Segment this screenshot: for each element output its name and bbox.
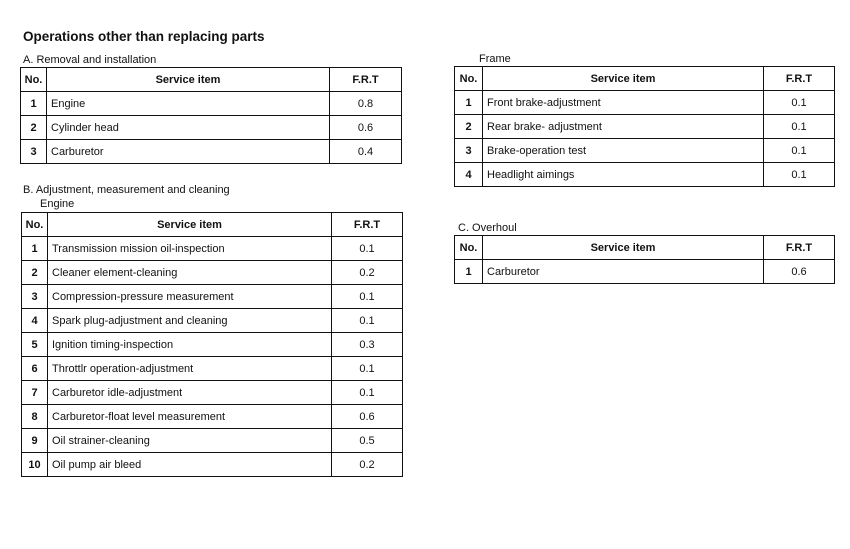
row-number-cell: 3 [22, 285, 48, 309]
table-row [455, 91, 835, 115]
row-number-cell: 2 [22, 261, 48, 285]
service-item-cell: Cleaner element-cleaning [48, 261, 332, 285]
column-header-no: No. [22, 213, 48, 237]
column-header-service-item: Service item [48, 213, 332, 237]
frt-value-cell: 0.1 [332, 309, 403, 333]
service-item-cell: Transmission mission oil-inspection [48, 237, 332, 261]
section-a-heading: A. Removal and installation [23, 54, 157, 66]
table-header-row [455, 67, 835, 91]
table-row [21, 116, 402, 140]
service-item-cell: Brake-operation test [483, 139, 764, 163]
overhaul-table [454, 235, 835, 284]
frt-value-cell: 0.1 [332, 285, 403, 309]
service-item-cell: Cylinder head [47, 116, 330, 140]
frt-value-cell: 0.1 [764, 91, 835, 115]
frt-value-cell: 0.1 [332, 357, 403, 381]
frt-value-cell: 0.3 [332, 333, 403, 357]
column-header-no: No. [455, 236, 483, 260]
table-row [455, 163, 835, 187]
service-item-cell: Throttlr operation-adjustment [48, 357, 332, 381]
row-number-cell: 9 [22, 429, 48, 453]
table-row [21, 140, 402, 164]
frt-value-cell: 0.1 [332, 381, 403, 405]
row-number-cell: 1 [22, 237, 48, 261]
frt-value-cell: 0.2 [332, 261, 403, 285]
table-row [22, 453, 403, 477]
column-header-service-item: Service item [483, 67, 764, 91]
column-header-frt: F.R.T [764, 67, 835, 91]
row-number-cell: 6 [22, 357, 48, 381]
frt-value-cell: 0.4 [330, 140, 402, 164]
table-row [22, 405, 403, 429]
section-c-heading: C. Overhoul [458, 222, 517, 234]
removal-installation-table [20, 67, 402, 164]
frt-value-cell: 0.1 [764, 163, 835, 187]
service-item-cell: Engine [47, 92, 330, 116]
frame-table [454, 66, 835, 187]
frt-value-cell: 0.1 [764, 139, 835, 163]
table-header-row [22, 213, 403, 237]
row-number-cell: 4 [22, 309, 48, 333]
row-number-cell: 2 [21, 116, 47, 140]
column-header-service-item: Service item [483, 236, 764, 260]
frt-value-cell: 0.1 [764, 115, 835, 139]
service-item-cell: Spark plug-adjustment and cleaning [48, 309, 332, 333]
frt-value-cell: 0.2 [332, 453, 403, 477]
row-number-cell: 5 [22, 333, 48, 357]
service-item-cell: Oil strainer-cleaning [48, 429, 332, 453]
service-item-cell: Carburetor idle-adjustment [48, 381, 332, 405]
service-item-cell: Oil pump air bleed [48, 453, 332, 477]
service-item-cell: Front brake-adjustment [483, 91, 764, 115]
service-item-cell: Carburetor [483, 260, 764, 284]
table-row [22, 285, 403, 309]
frt-value-cell: 0.6 [330, 116, 402, 140]
column-header-no: No. [455, 67, 483, 91]
frt-value-cell: 0.5 [332, 429, 403, 453]
adjustment-measurement-table [21, 212, 403, 477]
table-row [22, 333, 403, 357]
table-row [22, 381, 403, 405]
row-number-cell: 2 [455, 115, 483, 139]
table-row [455, 115, 835, 139]
column-header-service-item: Service item [47, 68, 330, 92]
service-item-cell: Ignition timing-inspection [48, 333, 332, 357]
row-number-cell: 1 [455, 260, 483, 284]
table-row [22, 357, 403, 381]
table-row [22, 261, 403, 285]
row-number-cell: 1 [21, 92, 47, 116]
frame-heading: Frame [479, 53, 511, 65]
table-header-row [455, 236, 835, 260]
frt-value-cell: 0.6 [764, 260, 835, 284]
table-row [21, 92, 402, 116]
section-b-heading: B. Adjustment, measurement and cleaning [23, 184, 230, 196]
column-header-no: No. [21, 68, 47, 92]
section-b-subheading: Engine [40, 198, 75, 210]
table-row [455, 260, 835, 284]
frt-value-cell: 0.1 [332, 237, 403, 261]
row-number-cell: 10 [22, 453, 48, 477]
column-header-frt: F.R.T [330, 68, 402, 92]
row-number-cell: 3 [455, 139, 483, 163]
row-number-cell: 8 [22, 405, 48, 429]
service-item-cell: Carburetor-float level measurement [48, 405, 332, 429]
row-number-cell: 3 [21, 140, 47, 164]
column-header-frt: F.R.T [764, 236, 835, 260]
row-number-cell: 1 [455, 91, 483, 115]
service-item-cell: Compression-pressure measurement [48, 285, 332, 309]
row-number-cell: 7 [22, 381, 48, 405]
page-title: Operations other than replacing parts [23, 29, 265, 44]
table-header-row [21, 68, 402, 92]
table-row [22, 429, 403, 453]
frt-value-cell: 0.8 [330, 92, 402, 116]
service-item-cell: Headlight aimings [483, 163, 764, 187]
service-item-cell: Carburetor [47, 140, 330, 164]
row-number-cell: 4 [455, 163, 483, 187]
table-row [22, 309, 403, 333]
column-header-frt: F.R.T [332, 213, 403, 237]
table-row [22, 237, 403, 261]
table-row [455, 139, 835, 163]
service-item-cell: Rear brake- adjustment [483, 115, 764, 139]
frt-value-cell: 0.6 [332, 405, 403, 429]
